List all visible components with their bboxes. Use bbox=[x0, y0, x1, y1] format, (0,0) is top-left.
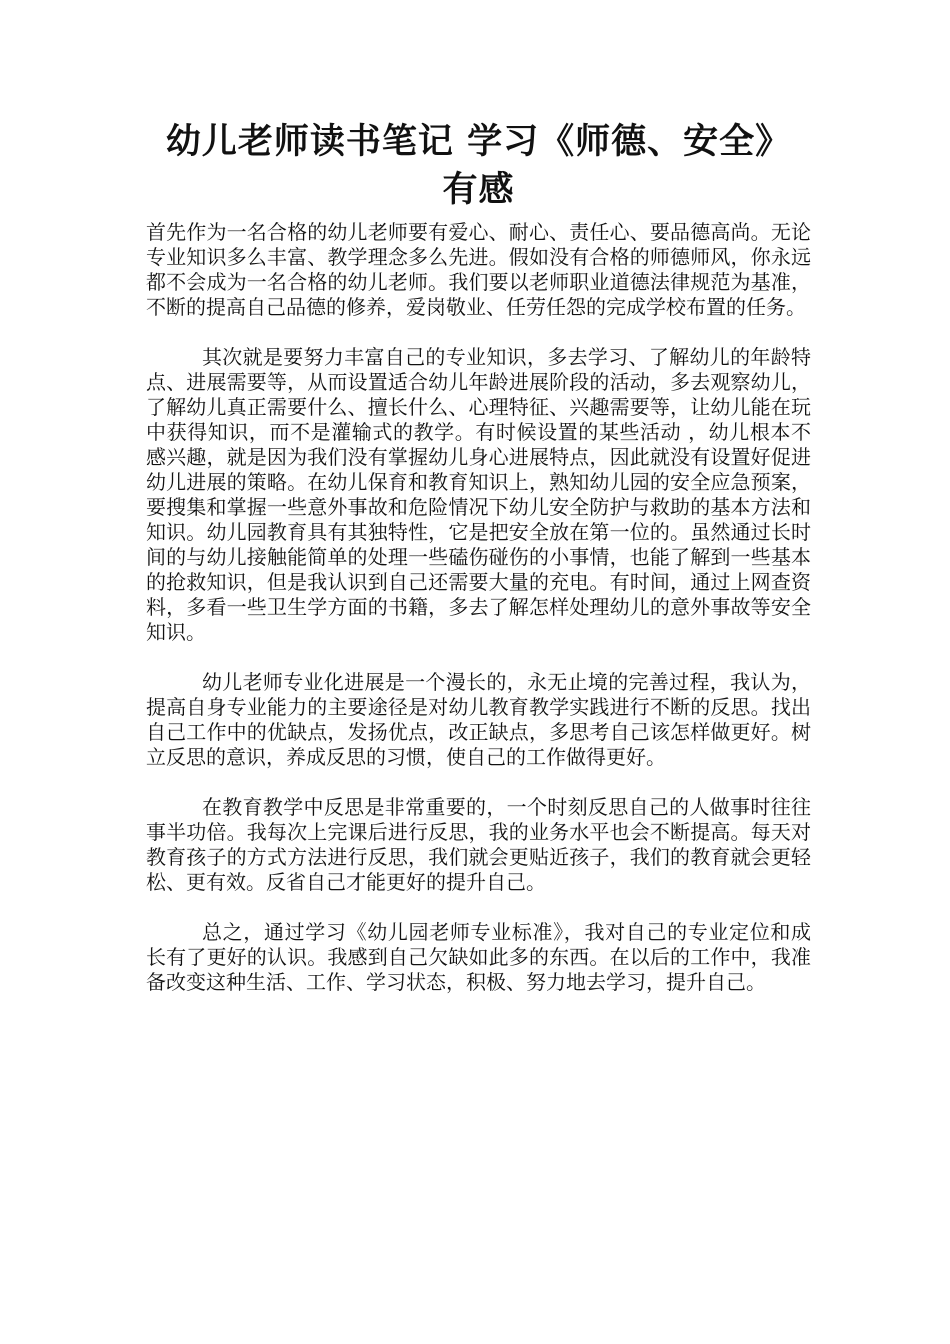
document-title: 幼儿老师读书笔记 学习《师德、安全》有感 bbox=[165, 121, 792, 210]
paragraph: 总之，通过学习《幼儿园老师专业标准》，我对自己的专业定位和成长有了更好的认识。我感到自己欠缺如此多的东西。在以后的工作中，我准备改变这种生活、工作、学习状态，积极、努力地去学习，提升自己。 bbox=[146, 920, 811, 994]
paragraph: 幼儿老师专业化进展是一个漫长的，永无止境的完善过程，我认为，提高自身专业能力的主要途径是对幼儿教育教学实践进行不断的反思。找出自己工作中的优缺点，发扬优点，改正缺点，多思考自己该怎样做更好。树立反思的意识，养成反思的习惯，使自己的工作做得更好。 bbox=[146, 670, 811, 769]
document-page bbox=[146, 118, 811, 1020]
paragraph: 在教育教学中反思是非常重要的，一个时刻反思自己的人做事时往往事半功倍。我每次上完课后进行反思，我的业务水平也会不断提高。每天对教育孩子的方式方法进行反思，我们就会更贴近孩子，我们的教育就会更轻松、更有效。反省自己才能更好的提升自己。 bbox=[146, 795, 811, 894]
paragraph: 其次就是要努力丰富自己的专业知识，多去学习、了解幼儿的年龄特点、进展需要等，从而设置适合幼儿年龄进展阶段的活动，多去观察幼儿，了解幼儿真正需要什么、擅长什么、心理特征、兴趣需要等，让幼儿能在玩中获得知识，而不是灌输式的教学。有时候设置的某些活动 ，幼儿根本不感兴趣，就是因为我们没有掌握幼儿身心进展特点，因此就没有设置好促进幼儿进展的策略。在幼儿保育和教育知识上，熟知幼儿园的安全应急预案，要搜集和掌握一些意外事故和危险情况下幼儿安全防护与救助的基本方法和知识。幼儿园教育具有其独特性，它是把安全放在第一位的。虽然通过长时间的与幼儿接触能简单的处理一些磕伤碰伤的小事情，也能了解到一些基本的抢救知识，但是我认识到自己还需要大量的充电。有时间，通过上网查资料，多看一些卫生学方面的书籍，多去了解怎样处理幼儿的意外事故等安全知识。 bbox=[146, 345, 811, 644]
paragraph: 首先作为一名合格的幼儿老师要有爱心、耐心、责任心、要品德高尚。无论专业知识多么丰富、教学理念多么先进。假如没有合格的师德师风，你永远都不会成为一名合格的幼儿老师。我们要以老师职业道德法律规范为基准，不断的提高自己品德的修养，爱岗敬业、任劳任怨的完成学校布置的任务。 bbox=[146, 220, 811, 319]
document-body bbox=[146, 220, 811, 995]
